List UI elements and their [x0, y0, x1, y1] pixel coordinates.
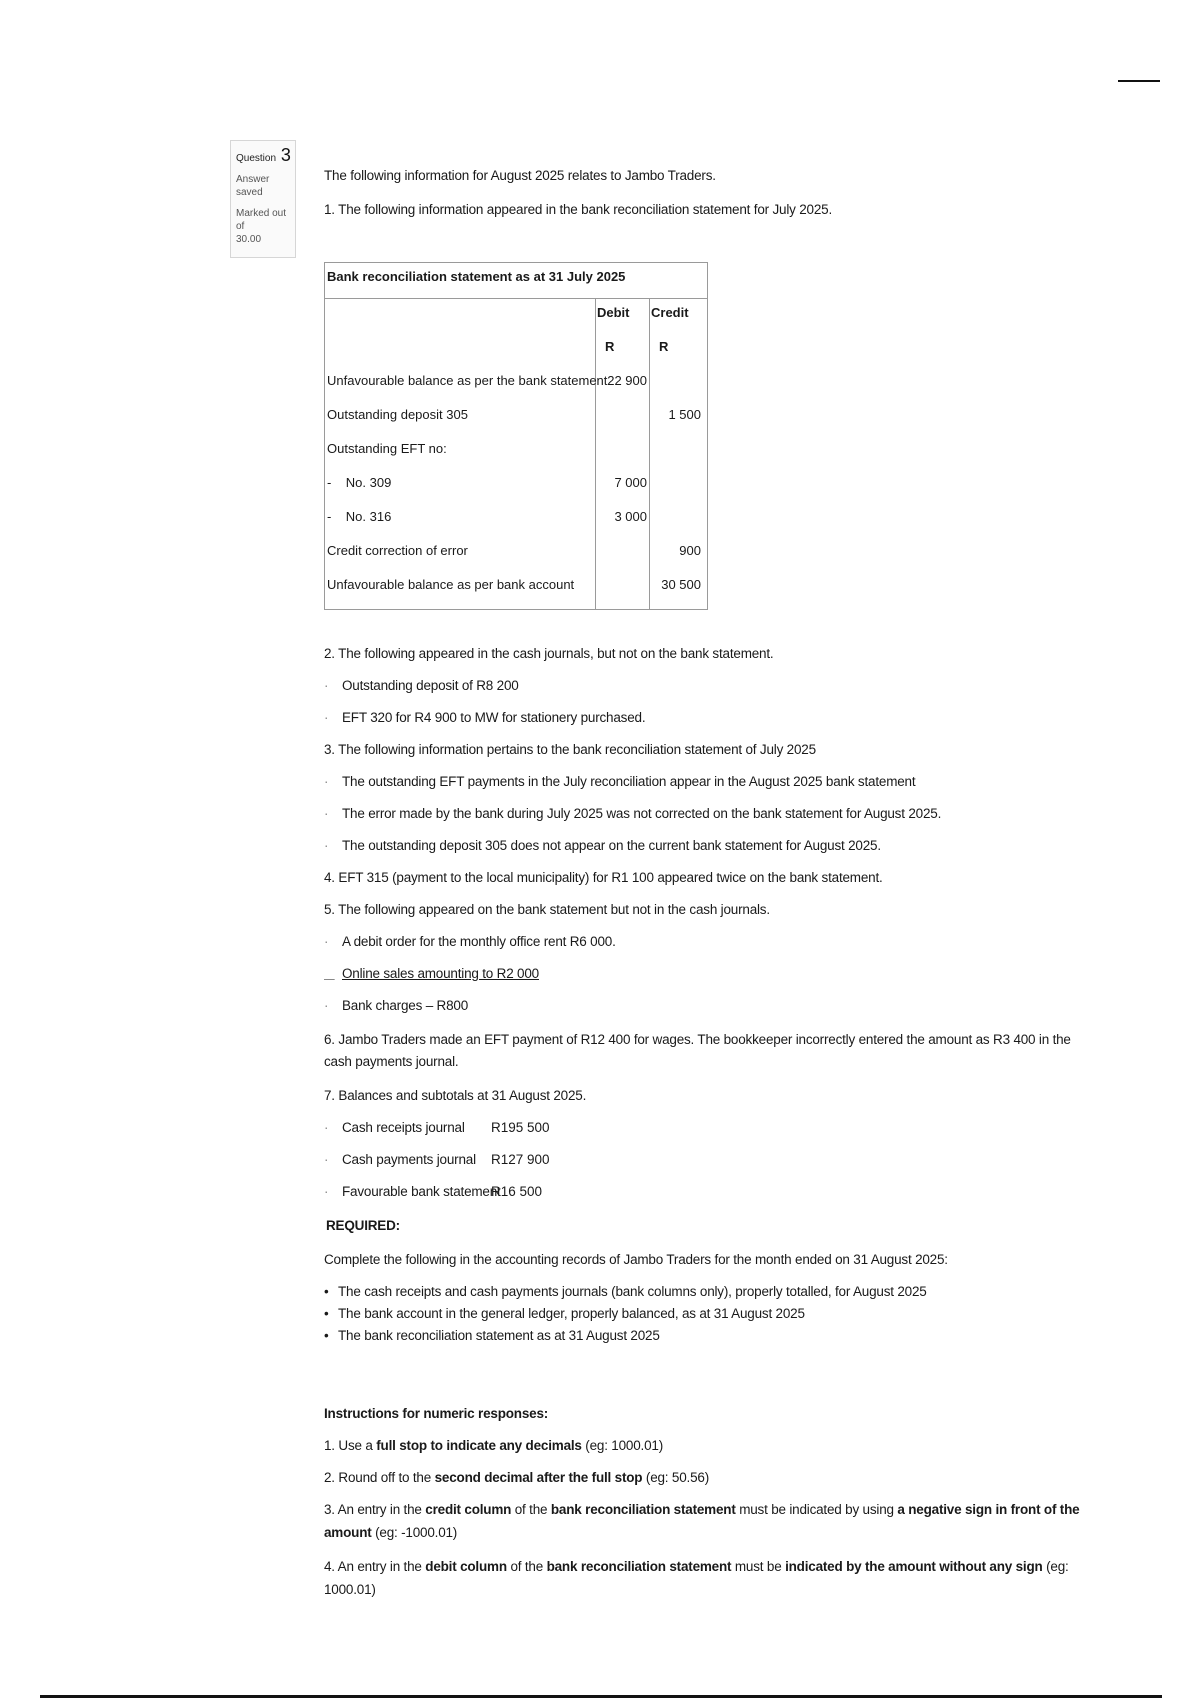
item-2b: · EFT 320 for R4 900 to MW for stationery purchased.: [324, 710, 646, 725]
instructions-heading: Instructions for numeric responses:: [324, 1406, 549, 1421]
balance-row: · Favourable bank statement: [324, 1184, 501, 1199]
balance-value: R127 900: [491, 1152, 550, 1167]
item-7: 7. Balances and subtotals at 31 August 2025.: [324, 1088, 587, 1103]
instruction-4-line2: 1000.01): [324, 1582, 376, 1597]
balance-value: R195 500: [491, 1120, 550, 1135]
debit-currency: R: [605, 339, 615, 354]
table-row-label-indent: ‐ No. 316: [327, 509, 392, 524]
marks-value: 30.00: [236, 234, 262, 245]
debit-header: Debit: [597, 305, 630, 320]
balance-row: · Cash receipts journal: [324, 1120, 465, 1135]
intro-text: The following information for August 2025 relates to Jambo Traders.: [324, 168, 716, 183]
reconciliation-table: [324, 262, 708, 610]
required-heading: REQUIRED:: [326, 1218, 400, 1233]
item-3a: · The outstanding EFT payments in the July reconciliation appear in the August 2025 bank statement: [324, 774, 916, 789]
instruction-3-line2: amount (eg: -1000.01): [324, 1525, 458, 1540]
required-item: • The bank account in the general ledger, properly balanced, as at 31 August 2025: [324, 1306, 805, 1321]
instruction-2: 2. Round off to the second decimal after the full stop (eg: 50.56): [324, 1470, 709, 1485]
required-text: Complete the following in the accounting records of Jambo Traders for the month ended on 31 August 2025:: [324, 1252, 948, 1267]
instruction-3: 3. An entry in the credit column of the bank reconciliation statement must be indicated by using a negative sign in front of the: [324, 1502, 1080, 1517]
item-4: 4. EFT 315 (payment to the local municipality) for R1 100 appeared twice on the bank statement.: [324, 870, 883, 885]
item-6-line2: cash payments journal.: [324, 1054, 459, 1069]
bottom-divider: [40, 1695, 1162, 1698]
table-row-debit: 7 000: [614, 475, 647, 490]
minimize-dash[interactable]: [1118, 80, 1160, 82]
item-3b: · The error made by the bank during July 2025 was not corrected on the bank statement for August 2025.: [324, 806, 942, 821]
table-row-debit: 22 900: [607, 373, 647, 388]
table-title: Bank reconciliation statement as at 31 July 2025: [325, 263, 707, 299]
table-row-credit: 900: [679, 543, 701, 558]
table-row-label-indent: ‐ No. 309: [327, 475, 392, 490]
table-row-label: Unfavourable balance as per the bank statement: [327, 373, 608, 388]
item-5a: · A debit order for the monthly office rent R6 000.: [324, 934, 616, 949]
required-item: • The bank reconciliation statement as at 31 August 2025: [324, 1328, 660, 1343]
instruction-4: 4. An entry in the debit column of the bank reconciliation statement must be indicated by the amount without any sign (eg:: [324, 1559, 1069, 1574]
marked-label: Marked out of: [236, 208, 287, 232]
table-row-label: Unfavourable balance as per bank account: [327, 577, 575, 592]
question-number: 3: [280, 145, 291, 165]
item-3c: · The outstanding deposit 305 does not appear on the current bank statement for August 2025.: [324, 838, 881, 853]
item-1: 1. The following information appeared in the bank reconciliation statement for July 2025.: [324, 202, 833, 217]
item-2a: · Outstanding deposit of R8 200: [324, 678, 519, 693]
table-row-label: Outstanding deposit 305: [327, 407, 468, 422]
table-row-credit: 30 500: [661, 577, 701, 592]
item-3: 3. The following information pertains to the bank reconciliation statement of July 2025: [324, 742, 816, 757]
answer-status: Answer saved: [236, 174, 270, 198]
question-info-box: [230, 140, 296, 258]
credit-header: Credit: [651, 305, 689, 320]
credit-currency: R: [659, 339, 669, 354]
item-2: 2. The following appeared in the cash journals, but not on the bank statement.: [324, 646, 774, 661]
item-5b: Online sales amounting to R2 000: [342, 966, 539, 981]
balance-row: · Cash payments journal: [324, 1152, 476, 1167]
table-row-debit: 3 000: [614, 509, 647, 524]
item-5: 5. The following appeared on the bank statement but not in the cash journals.: [324, 902, 770, 917]
question-label: Question: [236, 153, 277, 164]
instruction-1: 1. Use a full stop to indicate any decimals (eg: 1000.01): [324, 1438, 663, 1453]
item-5c: · Bank charges – R800: [324, 998, 469, 1013]
item-6-line1: 6. Jambo Traders made an EFT payment of R12 400 for wages. The bookkeeper incorrectly entered the amount as R3 400 in the: [324, 1032, 1071, 1047]
table-row-credit: 1 500: [668, 407, 701, 422]
table-row-label: Credit correction of error: [327, 543, 468, 558]
question-label-line: [236, 145, 291, 165]
table-row-label: Outstanding EFT no:: [327, 441, 447, 456]
balance-value: R16 500: [491, 1184, 543, 1199]
required-item: • The cash receipts and cash payments journals (bank columns only), properly totalled, for August 2025: [324, 1284, 927, 1299]
